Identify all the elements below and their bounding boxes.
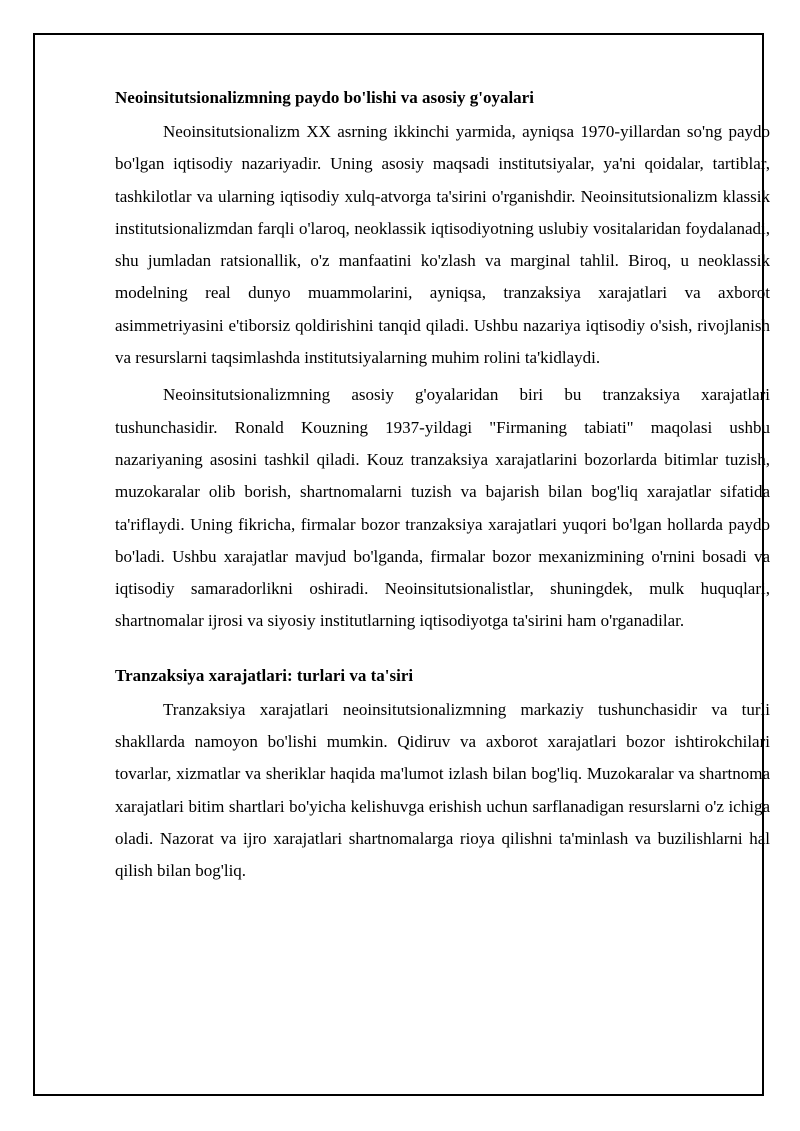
paragraph-intro: Neoinsitutsionalizm XX asrning ikkinchi yarmida, ayniqsa 1970-yillardan so'ng paydo bo'lgan iqtisodiy nazariyadir. Uning asosiy maqsadi institutsiyalar, ya'ni qoidalar, tartiblar, tashkilotlar va ularning iqtisodiy xulq-atvorga ta'sirini o'rganishdir. Neoinsitutsionalizm klassik institutsionalizmdan farqli o'laroq, neoklassik iqtisodiyotning uslubiy vositalaridan foydalanadi, shu jumladan ratsionallik, o'z manfaatini ko'zlash va marginal tahlil. Biroq, u neoklassik modelning real dunyo muammolarini, ayniqsa, tranzaksiya xarajatlari va axborot asimmetriyasini e'tiborsiz qoldirishini tanqid qiladi. Ushbu nazariya iqtisodiy o'sish, rivojlanish va resurslarni taqsimlashda institutsiyalarning muhim rolini ta'kidlaydi. bbox=[115, 122, 770, 368]
document-body bbox=[115, 86, 770, 1061]
paragraph-transaction-costs-concept: Neoinsitutsionalizmning asosiy g'oyalaridan biri bu tranzaksiya xarajatlari tushunchasidir. Ronald Kouzning 1937-yildagi "Firmaning tabiati" maqolasi ushbu nazariyaning asosini tashkil qiladi. Kouz tranzaksiya xarajatlarini bozorlarda bitimlar tuzish, muzokaralar olib borish, shartnomalarni tuzish va bajarish bilan bog'liq xarajatlar sifatida ta'riflaydi. Uning fikricha, firmalar bozor tranzaksiya xarajatlari yuqori bo'lgan hollarda paydo bo'ladi. Ushbu xarajatlar mavjud bo'lganda, firmalar bozor mexanizmining o'rnini bosadi va iqtisodiy samaradorlikni oshiradi. Neoinsitutsionalistlar, shuningdek, mulk huquqlari, shartnomalar ijrosi va siyosiy institutlarning iqtisodiyotga ta'sirini ham o'rganadilar. bbox=[115, 385, 770, 631]
paragraph-transaction-cost-types: Tranzaksiya xarajatlari neoinsitutsionalizmning markaziy tushunchasidir va turli shakllarda namoyon bo'lishi mumkin. Qidiruv va axborot xarajatlari bozor ishtirokchilari tovarlar, xizmatlar va sheriklar haqida ma'lumot izlash bilan bog'liq. Muzokaralar va shartnoma xarajatlari bitim shartlari bo'yicha kelishuvga erishish uchun sarflanadigan resurslarni o'z ichiga oladi. Nazorat va ijro xarajatlari shartnomalarga rioya qilishni ta'minlash va buzilishlarni hal qilish bilan bog'liq. bbox=[115, 699, 770, 881]
section-heading-origins: Neoinsitutsionalizmning paydo bo'lishi va asosiy g'oyalari bbox=[115, 88, 534, 107]
section-heading-transaction-costs: Tranzaksiya xarajatlari: turlari va ta'siri bbox=[115, 665, 414, 685]
